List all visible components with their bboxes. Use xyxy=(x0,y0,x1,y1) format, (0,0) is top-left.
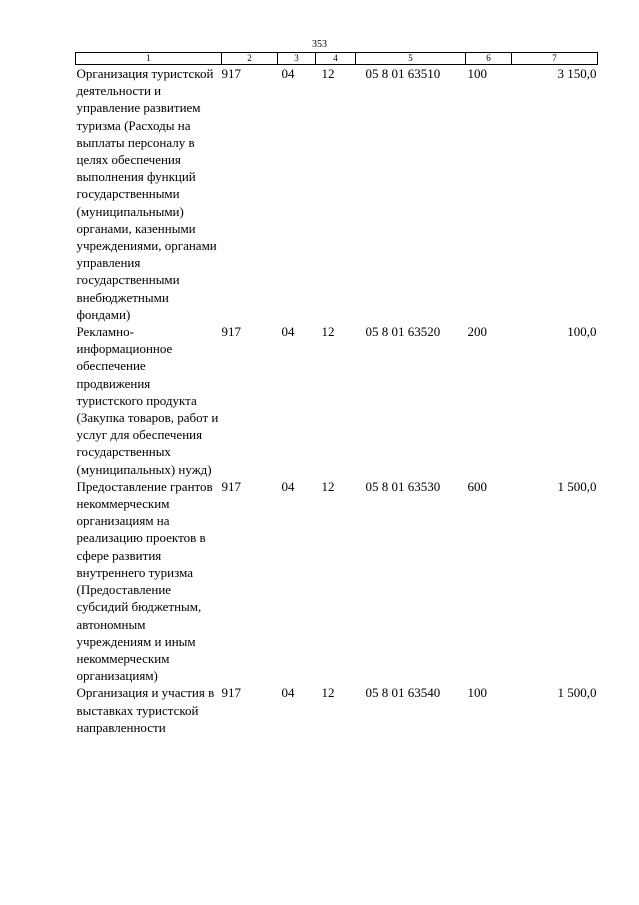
row-amount: 100,0 xyxy=(567,324,597,340)
row-section-code: 04 xyxy=(281,66,295,81)
header-col-2: 2 xyxy=(222,53,278,65)
header-col-3: 3 xyxy=(278,53,316,65)
row-amount: 1 500,0 xyxy=(557,478,597,494)
row-amount: 1 500,0 xyxy=(557,685,597,701)
row-admin-code: 917 xyxy=(221,478,241,494)
row-admin-code: 917 xyxy=(221,66,241,81)
header-row xyxy=(76,53,598,65)
row-section-code: 04 xyxy=(281,685,295,701)
row-subsection-code: 12 xyxy=(321,685,335,701)
table-row xyxy=(76,65,598,324)
row-expense-type: 100 xyxy=(467,66,487,81)
row-admin-code: 917 xyxy=(221,685,241,701)
table-row xyxy=(76,684,598,736)
header-col-1: 1 xyxy=(76,53,222,65)
row-target-code: 05 8 01 63540 xyxy=(365,685,441,701)
row-admin-code: 917 xyxy=(221,324,241,340)
row-name: Организация и участия в выставках туристской направленности xyxy=(76,685,215,735)
table-header xyxy=(76,53,598,65)
row-target-code: 05 8 01 63510 xyxy=(365,66,441,81)
row-section-code: 04 xyxy=(281,478,295,494)
table-row xyxy=(76,478,598,684)
row-subsection-code: 12 xyxy=(321,66,335,81)
row-subsection-code: 12 xyxy=(321,324,335,340)
header-col-6: 6 xyxy=(466,53,512,65)
row-target-code: 05 8 01 63530 xyxy=(365,478,441,494)
row-section-code: 04 xyxy=(281,324,295,340)
table-body xyxy=(76,65,598,736)
row-expense-type: 600 xyxy=(467,478,487,494)
header-col-7: 7 xyxy=(512,53,598,65)
row-name: Организация туристской деятельности и управление развитием туризма (Расходы на выплаты персоналу в целях обеспечения выполнения функций государственными (муниципальными) органами, казенными учреждениями, органами управления государственными внебюджетными фондами) xyxy=(76,66,217,322)
row-subsection-code: 12 xyxy=(321,478,335,494)
page-number: 353 xyxy=(312,39,327,50)
table-row xyxy=(76,323,598,478)
row-target-code: 05 8 01 63520 xyxy=(365,324,441,340)
budget-table xyxy=(75,52,598,736)
row-name: Предоставление грантов некоммерческим организациям на реализацию проектов в сфере развития внутреннего туризма (Предоставление субсидий бюджетным, автономным учреждениям и иным некоммерческим организациям) xyxy=(76,478,213,684)
header-col-5: 5 xyxy=(356,53,466,65)
row-expense-type: 100 xyxy=(467,685,487,701)
row-expense-type: 200 xyxy=(467,324,487,340)
row-amount: 3 150,0 xyxy=(557,66,597,81)
header-col-4: 4 xyxy=(316,53,356,65)
row-name: Рекламно-информационное обеспечение продвижения туристского продукта (Закупка товаров, работ и услуг для обеспечения государственных (муниципальных) нужд) xyxy=(76,324,219,477)
